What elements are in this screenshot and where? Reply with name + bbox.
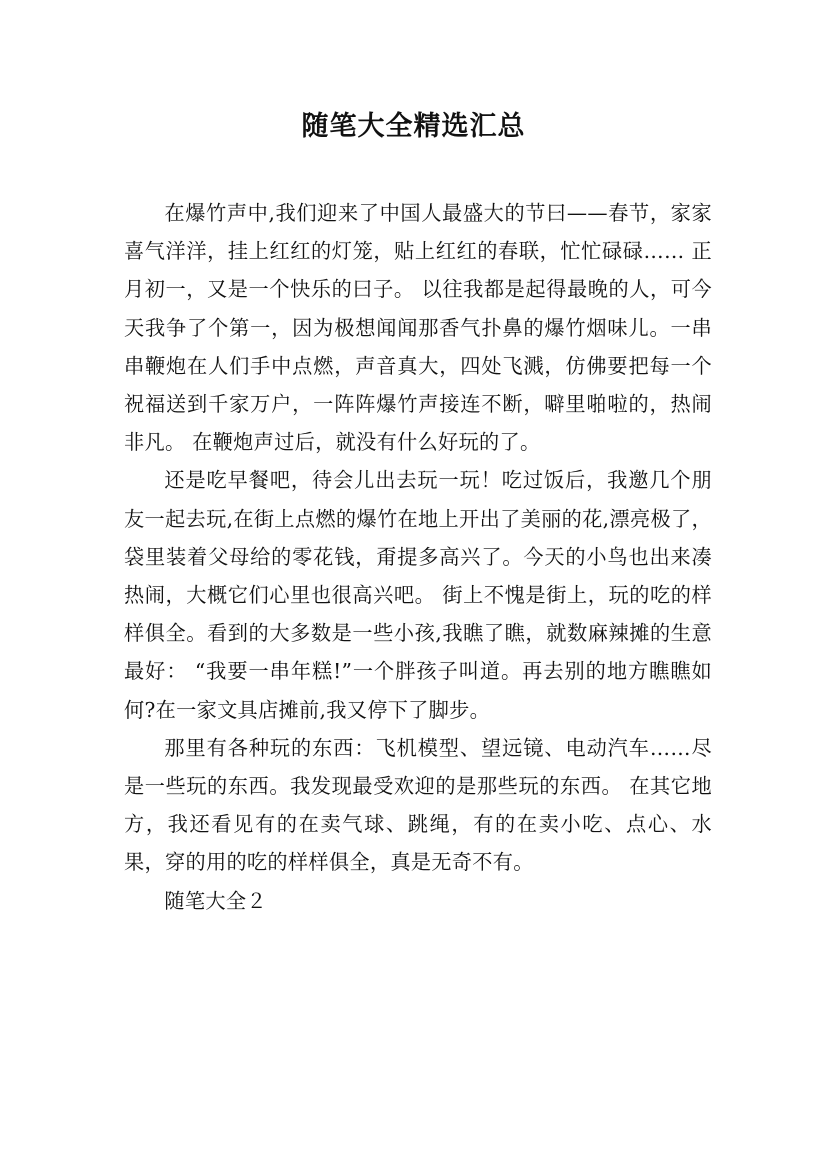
section-heading: 随笔大全２ <box>164 888 267 913</box>
document-title: 随笔大全精选汇总 <box>301 111 526 142</box>
paragraph-2: 还是吃早餐吧，待会儿出去玩一玩！吃过饭后，我邀几个朋友一起去玩,在街上点燃的爆竹在地上开出了美丽的花,漂亮极了，袋里装着父母给的零花钱，甭提多高兴了。今天的小鸟也出来凑热闹，大概它们心里也很高兴吧。 街上不愧是街上，玩的吃的样样俱全。看到的大多数是一些小孩,我瞧了瞧，就数麻辣摊的生意最好： “我要一串年糕!”一个胖孩子叫道。再去别的地方瞧瞧如何?在一家文具店摊前,我又停下了脚步。 <box>124 468 712 722</box>
document-body <box>124 194 712 920</box>
paragraph-1: 在爆竹声中,我们迎来了中国人最盛大的节曰——春节，家家喜气洋洋，挂上红红的灯笼，贴上红红的春联，忙忙碌碌…… 正月初一，又是一个快乐的曰子。 以往我都是起得最晚的人，可今天我争了个第一，因为极想闻闻那香气扑鼻的爆竹烟味儿。一串串鞭炮在人们手中点燃，声音真大，四处飞溅，仿佛要把每一个祝福送到千家万户，一阵阵爆竹声接连不断，噼里啪啦的，热闹非凡。 在鞭炮声过后，就没有什么好玩的了。 <box>124 201 712 455</box>
paragraph-3: 那里有各种玩的东西：飞机模型、望远镜、电动汽车……尽是一些玩的东西。我发现最受欢迎的是那些玩的东西。 在其它地方，我还看见有的在卖气球、跳绳，有的在卖小吃、点心、水果，穿的用的吃的样样俱全，真是无奇不有。 <box>124 735 712 875</box>
